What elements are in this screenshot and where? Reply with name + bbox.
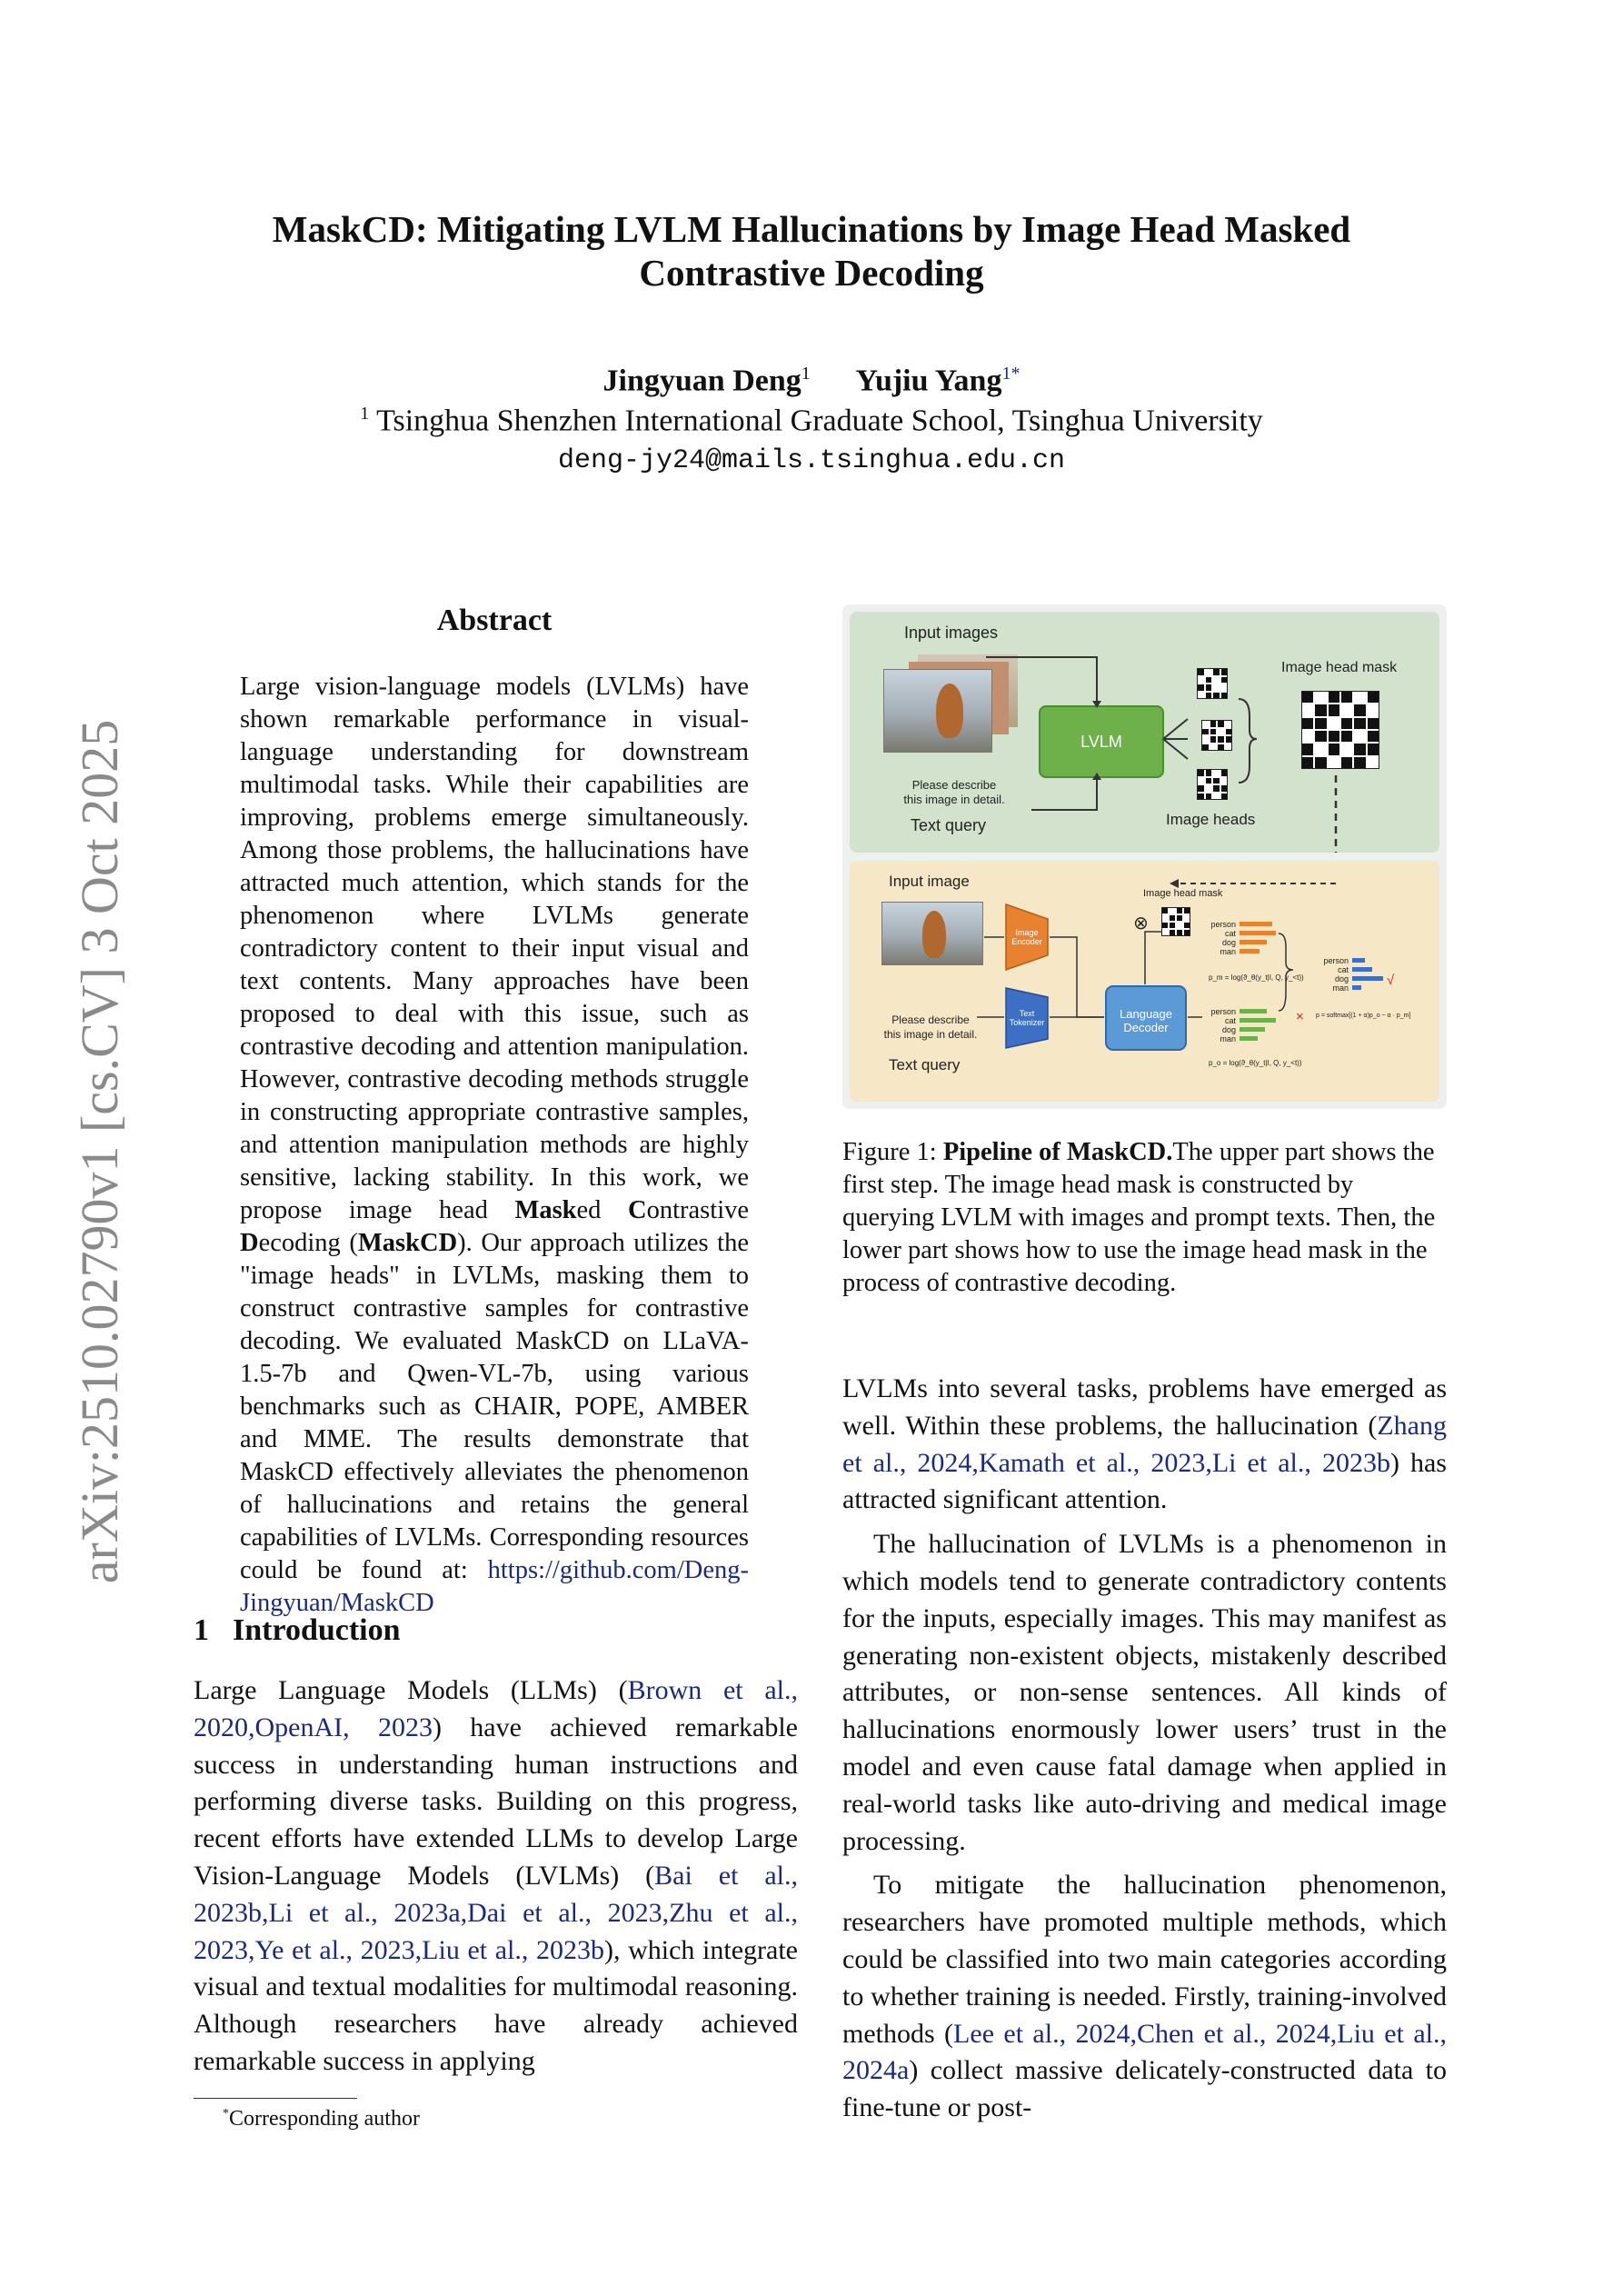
citation[interactable]: Lee et al., 2024 [953, 2018, 1130, 2049]
citation[interactable]: Brown et al., 2020 [194, 1675, 799, 1742]
affiliation: $^1$ Tsinghua Shenzhen International Graduate School, Tsinghua University [360, 404, 1263, 438]
text-query-label: Text query [911, 816, 987, 834]
intro-paragraph-3: To mitigate the hallucination phenomenon, researchers have promoted multiple methods, which could be classified into two main categories according to whether training is needed. Firstly, training-involved methods (Lee et al., 2024,Chen et al., 2024,Liu et al., 2024a) collect massive delicately-constructed data to fine-tune or post- [842, 1870, 1447, 2123]
check-mark: √ [1387, 973, 1395, 988]
citation[interactable]: Zhu et al., 2023 [194, 1897, 798, 1965]
intro-paragraph-1-cont: LVLMs into several tasks, problems have emerged as well. Within these problems, the hallucination (Zhang et al., 2024,Kamath et al., 2023,Li et al., 2023b) has attracted significant attention. The hallucination of LVLMs is a phenomenon in which models tend to generate contradictory contents for the inputs, especially images. This may manifest as generating non-existent objects, mistakenly described attributes, or non-sense sentences. All kinds of hallucinations enormously lower users’ trust in the model and even cause fatal damage when applied in real-world tasks like auto-driving and medical image processing. To mitigate the hallucination phenomenon, researchers have promoted multiple methods, which could be classified into two main categories according to whether training is needed. Firstly, training-involved methods (Lee et al., 2024,Chen et al., 2024,Liu et al., 2024a) collect massive delicately-constructed data to fine-tune or post- [842, 1371, 1447, 2127]
image-encoder-label: Image Encoder [1011, 928, 1042, 946]
citation[interactable]: OpenAI, 2023 [254, 1712, 433, 1742]
head-grid-icon [1201, 720, 1232, 751]
formula-masked: p_m = log(ϑ_θ(y_t|I, Q, y_<t)) [1209, 973, 1304, 982]
bars-masked [1240, 922, 1294, 958]
image-head-mask-grid [1301, 691, 1379, 769]
abstract-heading: Abstract [436, 604, 553, 637]
language-decoder-label: Language Decoder [1120, 1007, 1172, 1034]
citation[interactable]: Ye et al., 2023 [254, 1934, 415, 1965]
citation[interactable]: Kamath et al., 2023 [978, 1447, 1206, 1478]
footnote-rule [194, 2098, 357, 2099]
footnote: *Corresponding author [223, 2107, 420, 2131]
image-head-mask-label: Image head mask [1281, 660, 1398, 675]
citation[interactable]: Liu et al., 2024a [842, 2018, 1447, 2086]
formula-original: p_o = log(ϑ_θ(y_t|I, Q, y_<t)) [1209, 1059, 1302, 1067]
otimes-symbol: ⊗ [1133, 913, 1149, 933]
intro-paragraph-2: The hallucination of LVLMs is a phenomenon in which models tend to generate contradictory contents for the inputs, especially images. This may manifest as generating non-existent objects, mistakenly described attributes, or non-sense sentences. All kinds of hallucinations enormously lower users’ trust in the model and even cause fatal damage when applied in real-world tasks like auto-driving and medical image processing. [842, 1529, 1447, 1856]
github-link[interactable]: https://github.com/Deng-Jingyuan/MaskCD [240, 1556, 749, 1617]
citation[interactable]: Zhang et al., 2024 [842, 1410, 1447, 1478]
authors: Jingyuan Deng$^1$ Yujiu Yang$^{1*}$ [602, 364, 1021, 398]
author-2: Yujiu Yang [855, 364, 1002, 398]
citation[interactable]: Li et al., 2023b [1211, 1447, 1390, 1478]
bar-labels-final: person cat dog man [1323, 956, 1349, 993]
input-images-label: Input images [904, 624, 999, 642]
mask-grid-small [1161, 907, 1190, 936]
figure-caption: Figure 1: Pipeline of MaskCD.The upper part shows the first step. The image head mask is constructed by querying LVLM with images and prompt texts. Then, the lower part shows how to use the image head mask in the process of contrastive decoding. [842, 1138, 1436, 1297]
image-head-mask-small-label: Image head mask [1143, 888, 1223, 899]
intro-paragraph-1: Large Language Models (LLMs) (Brown et al., 2020,OpenAI, 2023) have achieved remarkable success in understanding human instructions and performing diverse tasks. Building on this progress, recent efforts have extended LLMs to develop Large Vision-Language Models (LVLMs) (Bai et al., 2023b,Li et al., 2023a,Dai et al., 2023,Zhu et al., 2023,Ye et al., 2023,Liu et al., 2023b), which integrate visual and textual modalities for multimodal reasoning. Although researchers have already achieved remarkable success in applying [194, 1675, 799, 2076]
bar-labels-masked: person cat dog man [1210, 920, 1236, 956]
arxiv-stamp: arXiv:2510.02790v1 [cs.CV] 3 Oct 2025 [70, 719, 129, 1584]
input-image-label: Input image [889, 873, 970, 890]
head-grid-icon [1197, 769, 1228, 800]
prompt-text-lower: Please describe this image in detail. [883, 1013, 978, 1041]
citation[interactable]: Bai et al., 2023b [194, 1860, 798, 1928]
author-1: Jingyuan Deng [602, 364, 802, 398]
bar-labels-original: person cat dog man [1210, 1007, 1236, 1043]
text-tokenizer-label: Text Tokenizer [1009, 1009, 1045, 1027]
abstract-text: Large vision-language models (LVLMs) have shown remarkable performance in visual-language understanding for downstream multimodal tasks. While their capabilities are improving, problems emerge simultaneously. Among those problems, the hallucinations have attracted much attention, which stands for the phenomenon where LVLMs generate contradictory content to their input visual and text contents. Many approaches have been proposed to deal with this issue, such as contrastive decoding and attention manipulation. However, contrastive decoding methods struggle in constructing appropriate contrastive samples, and attention manipulation methods are highly sensitive, lacking stability. In this work, we propose image head Masked Contrastive Decoding (MaskCD). Our approach utilizes the "image heads" in LVLMs, masking them to construct contrastive samples for contrastive decoding. We evaluated MaskCD on LLaVA-1.5-7b and Qwen-VL-7b, using various benchmarks such as CHAIR, POPE, AMBER and MME. The results demonstrate that MaskCD effectively alleviates the phenomenon of hallucinations and retains the general capabilities of LVLMs. Corresponding resources could be found at: https://github.com/Deng-Jingyuan/MaskCD [240, 673, 750, 1617]
lvlm-box: LVLM [1039, 705, 1164, 778]
formula-final: p = softmax[(1 + α)p_o − α · p_m] [1316, 1013, 1411, 1019]
citation[interactable]: Dai et al., 2023 [467, 1897, 662, 1928]
citation[interactable]: Li et al., 2023a [268, 1897, 461, 1928]
image-heads-label: Image heads [1166, 811, 1256, 828]
bars-final [1352, 958, 1407, 994]
citation[interactable]: Liu et al., 2023b [422, 1934, 604, 1965]
head-grid-icon [1197, 668, 1228, 699]
section-heading: 1 Introduction [194, 1613, 401, 1647]
prompt-text: Please describe this image in detail. [903, 778, 1005, 806]
cross-mark: × [1296, 1009, 1304, 1024]
email: deng-jy24@mails.tsinghua.edu.cn [557, 445, 1066, 476]
bars-original [1240, 1009, 1294, 1045]
paper-title: MaskCD: Mitigating LVLM Hallucinations by Image Head Masked Contrastive Decoding [272, 208, 1351, 294]
citation[interactable]: Chen et al., 2024 [1136, 2018, 1330, 2049]
text-query-label-lower: Text query [889, 1056, 961, 1073]
